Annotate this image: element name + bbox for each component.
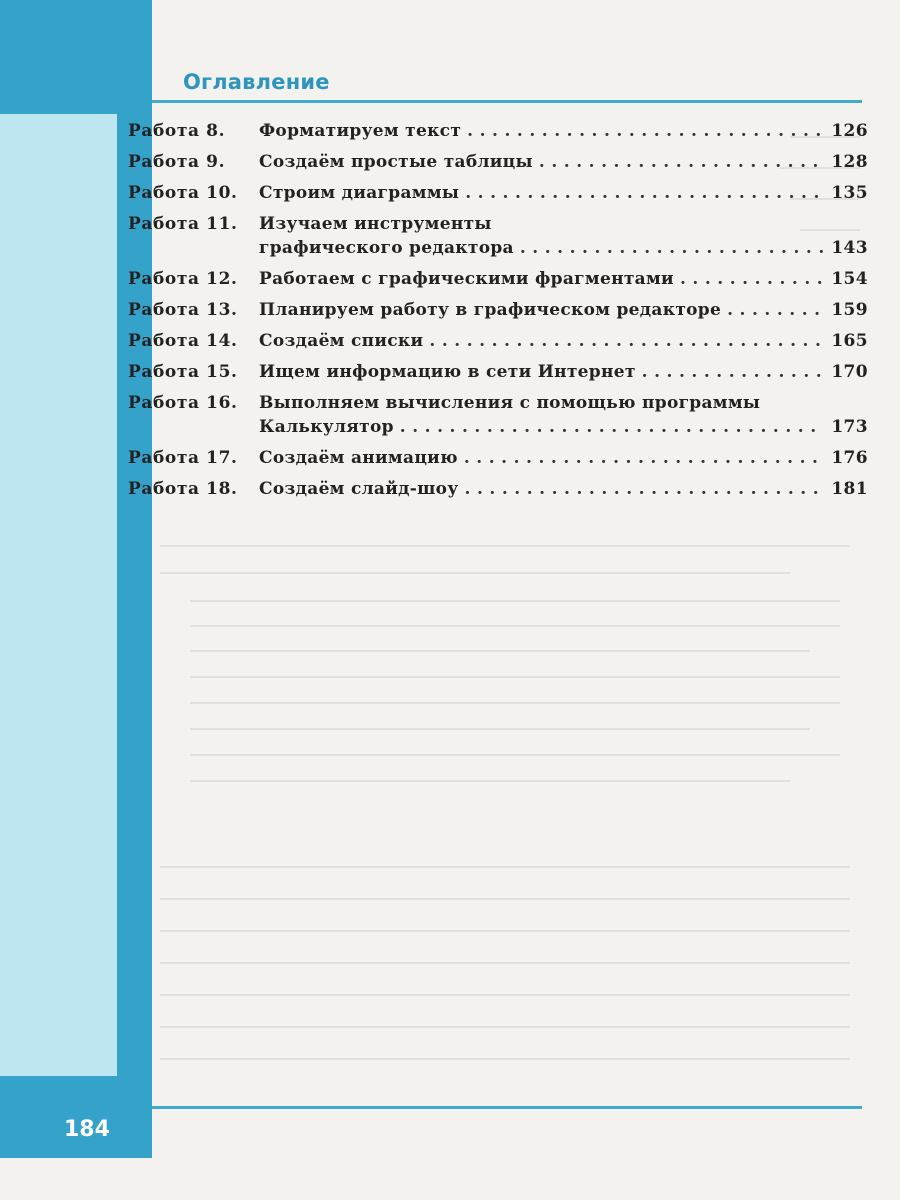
toc-entry-title: Создаём простые таблицы [259,152,533,172]
toc-entry[interactable] [128,181,868,205]
toc-leader-dots [642,360,824,384]
toc-leader-dots [680,267,823,291]
toc-entry-title: Планируем работу в графическом редакторе [259,300,722,320]
toc-page-number: 143 [831,238,868,258]
page-title: Оглавление [183,70,330,94]
side-inner-panel [0,114,117,1076]
toc-leader-dots [464,446,823,470]
toc-entry[interactable] [128,150,868,174]
toc-entry[interactable] [128,267,868,291]
toc-entry-line [259,360,868,384]
toc-page-number: 170 [831,362,868,382]
toc-entry-title: Выполняем вычисления с помощью программы [259,393,761,413]
show-through-line [190,600,840,602]
toc-entry[interactable] [128,391,868,439]
toc-entry-content [259,267,868,291]
show-through-line [160,962,850,964]
toc-page-number: 173 [831,417,868,437]
show-through-line [190,780,790,782]
toc-entry-label: Работа 15. [128,362,238,382]
toc-page-number: 159 [831,300,868,320]
toc-page-number: 176 [831,448,868,468]
toc-entry-content [259,329,868,353]
toc-entry-label: Работа 8. [128,121,226,141]
toc-entry-line [259,329,868,353]
toc-entry-content [259,391,868,439]
table-of-contents [128,119,868,508]
toc-entry[interactable] [128,329,868,353]
show-through-line [190,728,810,730]
toc-entry-label: Работа 16. [128,393,238,413]
show-through-line [190,650,810,652]
toc-entry-line [259,212,868,236]
toc-entry-label: Работа 12. [128,269,238,289]
toc-entry-title: Форматируем текст [259,121,462,141]
toc-page-number: 154 [831,269,868,289]
toc-entry-line [259,298,868,322]
toc-entry-title: Калькулятор [259,417,394,437]
toc-leader-dots [429,329,823,353]
show-through-line [160,1026,850,1028]
toc-entry-content [259,477,868,501]
toc-entry-title: Создаём анимацию [259,448,458,468]
show-through-line [160,930,850,932]
toc-page-number: 128 [831,152,868,172]
toc-entry-content [259,360,868,384]
toc-leader-dots [465,477,824,501]
toc-entry-label: Работа 10. [128,183,238,203]
show-through-line [190,754,840,756]
toc-entry-title: Работаем с графическими фрагментами [259,269,674,289]
toc-leader-dots [520,236,823,260]
toc-entry-title: Создаём слайд-шоу [259,479,459,499]
toc-entry[interactable] [128,360,868,384]
show-through-line [190,702,840,704]
toc-entry-content [259,181,868,205]
toc-entry-label: Работа 18. [128,479,238,499]
toc-entry-title: Создаём списки [259,331,424,351]
show-through-line [190,676,840,678]
show-through-line [190,625,840,627]
toc-entry-line [259,267,868,291]
toc-entry[interactable] [128,446,868,470]
toc-entry[interactable] [128,477,868,501]
toc-entry-content [259,150,868,174]
toc-entry-title: Изучаем инструменты [259,214,492,234]
toc-leader-dots [400,415,824,439]
show-through-line [160,545,850,547]
toc-page-number: 135 [831,183,868,203]
page-number: 184 [64,1117,110,1142]
toc-entry-label: Работа 9. [128,152,226,172]
toc-entry-label: Работа 11. [128,214,238,234]
show-through-line [160,898,850,900]
toc-entry-title: Ищем информацию в сети Интернет [259,362,636,382]
toc-entry-line [259,477,868,501]
toc-entry-line [259,391,868,415]
toc-leader-dots [539,150,823,174]
toc-page-number: 165 [831,331,868,351]
toc-entry-content [259,298,868,322]
toc-leader-dots [465,181,823,205]
toc-entry-label: Работа 14. [128,331,238,351]
toc-entry-line [259,181,868,205]
toc-page-number: 181 [831,479,868,499]
toc-entry-content [259,446,868,470]
header-divider [152,100,862,103]
toc-entry-content [259,119,868,143]
footer-divider [152,1106,862,1109]
toc-entry-title: графического редактора [259,238,514,258]
toc-entry-line [259,446,868,470]
toc-leader-dots [467,119,823,143]
toc-entry[interactable] [128,119,868,143]
toc-entry-line [259,236,868,260]
toc-entry-title: Строим диаграммы [259,183,460,203]
toc-entry-line [259,415,868,439]
show-through-line [160,994,850,996]
toc-entry-label: Работа 17. [128,448,238,468]
toc-entry[interactable] [128,298,868,322]
toc-entry-content [259,212,868,260]
toc-page-number: 126 [831,121,868,141]
show-through-line [160,866,850,868]
toc-entry-line [259,119,868,143]
toc-entry-line [259,150,868,174]
toc-entry-label: Работа 13. [128,300,238,320]
toc-leader-dots [727,298,823,322]
toc-entry[interactable] [128,212,868,260]
show-through-line [160,1058,850,1060]
show-through-line [160,572,790,574]
